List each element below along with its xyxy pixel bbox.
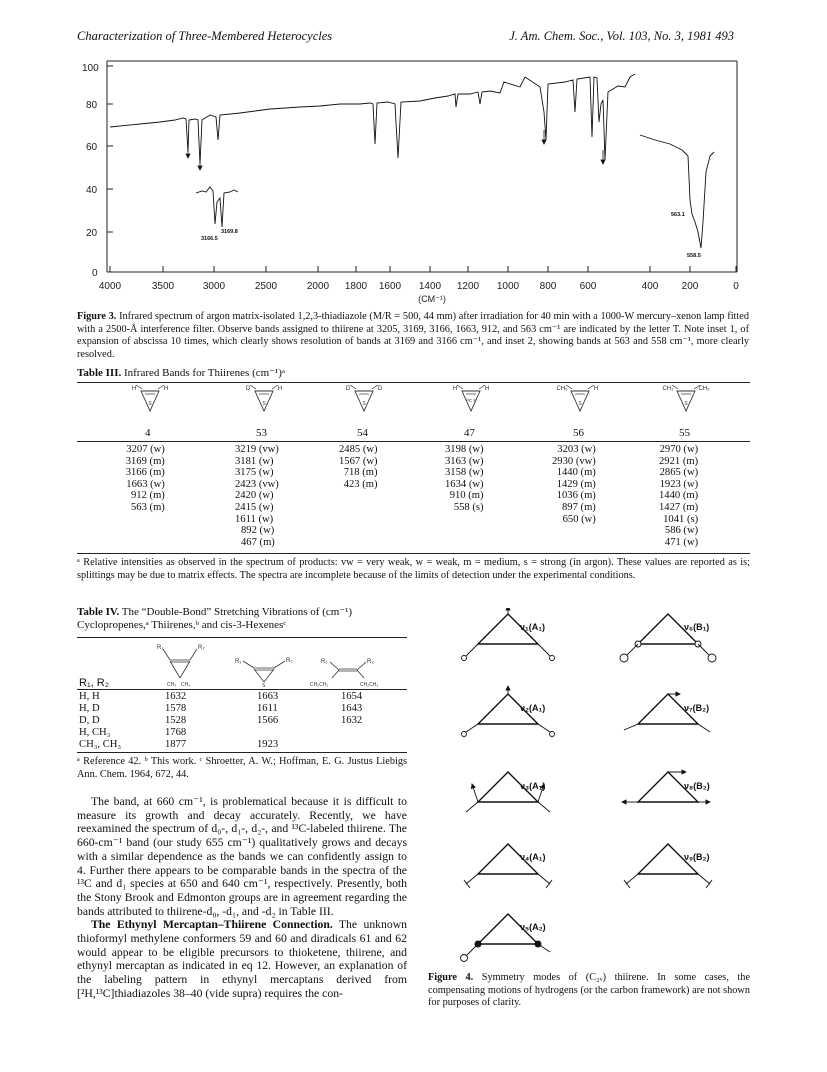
x-tick-label: 4000 xyxy=(98,281,122,292)
table-3-structures xyxy=(77,385,750,425)
y-tick-label: 0 xyxy=(92,268,98,279)
paragraph xyxy=(77,918,407,1000)
svg-text:H: H xyxy=(131,386,137,392)
svg-text:R₁: R₁ xyxy=(235,659,242,665)
x-tick-label: 1000 xyxy=(496,281,520,292)
table-cell: 1440 (m) xyxy=(659,490,699,502)
svg-text:CH₃: CH₃ xyxy=(556,386,568,392)
inset-2-trace xyxy=(640,135,714,248)
table-row: H, H 1632 1663 1654 xyxy=(79,691,363,702)
table-rule xyxy=(77,382,750,383)
table-cell: 3158 (w) xyxy=(445,467,484,479)
table-column xyxy=(339,444,378,490)
table-cell: 1427 (m) xyxy=(659,501,699,513)
table-cell: 2865 (w) xyxy=(659,467,699,479)
table-cell: 2415 (w) xyxy=(235,501,274,513)
table-4-body xyxy=(77,691,407,751)
table-cell: 2423 (vw) xyxy=(235,478,279,490)
svg-text:S: S xyxy=(262,683,266,688)
paragraph-text: The unknown thioformyl methylene conformers 59 and 60 and diradicals 61 and 62 would appear to be eligible precursors to thioketene, thiirene, and ethynyl mercaptan as indicated in eq 12. However, an explanation of the labeling pattern in ethynyl mercaptans derived from [²H,¹³C]thiadiazoles 38–40 (vide supra) requires the con- xyxy=(77,918,407,1000)
compound-number: 53 xyxy=(256,427,267,439)
cyclopropene-structure xyxy=(157,645,205,688)
table-cell: 1036 (m) xyxy=(556,490,596,502)
table-column xyxy=(552,444,596,525)
table-row: CH₃, CH₃ 1877 1923 xyxy=(79,739,279,750)
paragraph: The band, at 660 cm⁻¹, is problematical because it is difficult to measure its growth and decay accurately. Recently, we have reexamined the spectrum of d₀-, d₁-, d₂-, and ¹³C-labeled thiirene. The 660-cm⁻¹ band (our study 655 cm⁻¹) qualitatively grows and decays with a similar dependence as the bands we can confidently assign to 4. Further there appears to be comparable bands in the spectra of the ¹³C and d₁ species at 650 and 640 cm⁻¹, respectively. Presently, both the Stony Brook and Edmonton groups are in agreement regarding the bands attributed to thiirene-d₀, -d₁, and -d₂ in Table III. xyxy=(77,795,407,918)
table-cell: 3166 (m) xyxy=(125,467,165,479)
table-cell: 3219 (vw) xyxy=(235,444,279,455)
table-row: H, D 1578 1611 1643 xyxy=(79,703,363,714)
mode-label: ν₄(A₁) xyxy=(520,852,546,862)
mode-diagram xyxy=(466,772,550,812)
mode-label: ν₇(B₂) xyxy=(684,703,710,713)
figure-4-caption-text: Symmetry modes of (C₂ᵥ) thiirene. In some cases, the compensating motions of hydrogens (or the carbon framework) are not shown for purposes of clarity. xyxy=(428,972,751,1009)
table-cell: 3163 (w) xyxy=(445,455,484,467)
x-tick-label: 3500 xyxy=(151,281,175,292)
svg-text:H: H xyxy=(163,386,169,392)
mode-label: ν₃(A₁) xyxy=(520,781,546,791)
table-cell: 1663 (w) xyxy=(126,478,165,490)
x-tick-label: 1400 xyxy=(418,281,442,292)
svg-text:D: D xyxy=(377,386,383,392)
thiirene-structure xyxy=(453,385,489,411)
x-tick-label: 200 xyxy=(681,281,699,292)
compound-number: 47 xyxy=(464,427,475,439)
svg-text:S: S xyxy=(578,401,582,407)
x-tick-label: 600 xyxy=(579,281,597,292)
compound-number: 55 xyxy=(679,427,690,439)
table-cell: 558 (s) xyxy=(453,501,484,513)
mode-label: ν₆(B₁) xyxy=(684,622,710,632)
table-4-structures xyxy=(77,640,407,688)
body-text xyxy=(77,795,407,1001)
thiirene-structure xyxy=(235,658,293,688)
inset-2-label: 558.5 xyxy=(687,253,701,259)
table-4-label: Table IV. xyxy=(77,606,120,618)
table-cell: 3203 (w) xyxy=(557,444,596,455)
mode-label: ν₁(A₁) xyxy=(520,622,545,632)
table-rule xyxy=(77,752,407,753)
table-cell: 892 (w) xyxy=(241,525,275,537)
svg-text:R₂: R₂ xyxy=(367,659,374,665)
x-tick-label: 3000 xyxy=(202,281,226,292)
y-tick-label: 20 xyxy=(86,228,98,239)
figure-4-caption-label: Figure 4. xyxy=(428,972,474,983)
y-tick-label: 80 xyxy=(86,100,98,111)
table-4-title xyxy=(77,606,407,632)
ir-spectrum-figure xyxy=(70,52,760,307)
mode-diagram xyxy=(624,694,710,732)
x-tick-label: 0 xyxy=(733,281,739,292)
thiirene-structure xyxy=(132,385,168,411)
table-cell: 718 (m) xyxy=(343,467,378,479)
table-cell: 2930 (vw) xyxy=(552,455,596,467)
table-4-title-text: The “Double-Bond” Stretching Vibrations of (cm⁻¹) Cyclopropenes,ᵃ Thiirenes,ᵇ and cis-3-Hexenesᶜ xyxy=(77,606,353,631)
x-tick-label: 2500 xyxy=(254,281,278,292)
table-4-footnote: ᵃ Reference 42. ᵇ This work. ᶜ Shroetter, A. W.; Hoffman, E. G. Justus Liebigs Ann. Chem. 1964, 672, 44. xyxy=(77,756,407,780)
thiirene-structure xyxy=(556,385,598,411)
thiirene-structure xyxy=(662,385,710,411)
table-column xyxy=(125,444,165,514)
svg-text:R₂: R₂ xyxy=(286,658,293,664)
table-3-title xyxy=(77,366,285,379)
compound-number: 56 xyxy=(573,427,584,439)
x-tick-label: 400 xyxy=(641,281,659,292)
mode-label: ν₅(A₂) xyxy=(520,922,546,932)
table-cell: 1041 (s) xyxy=(663,513,699,525)
svg-text:R₁: R₁ xyxy=(321,659,328,665)
table-cell: 1429 (m) xyxy=(556,478,596,490)
table-cell: 3198 (w) xyxy=(445,444,484,455)
table-rule xyxy=(77,689,407,690)
thiirene-structure xyxy=(346,385,383,411)
journal-citation: J. Am. Chem. Soc., Vol. 103, No. 3, 1981 493 xyxy=(509,29,734,43)
table-column xyxy=(445,444,484,514)
svg-text:H: H xyxy=(452,386,458,392)
svg-text:CH₃: CH₃ xyxy=(167,682,177,688)
table-cell: 912 (m) xyxy=(131,490,165,502)
table-3-label: Table III. xyxy=(77,367,122,379)
figure-4-caption xyxy=(428,972,750,1010)
figure-3-caption-text: Infrared spectrum of argon matrix-isolated 1,2,3-thiadiazole (M/R = 500, 44 mm) after irradiation for 40 min with a 1000-W mercury–xenon lamp fitted with a 2500-Å interference filter. Observe bands assigned to thiirene at 3205, 3169, 3166, 1663, 912, and 563 cm⁻¹ are indicated by the letter T. Note inset 1, of expansion of abscissa 10 times, which clearly shows resolution of bands at 3169 and 3166 cm⁻¹, and inset 2, showing bands at 563 and 558 cm⁻¹, more clearly resolved. xyxy=(77,311,749,360)
svg-text:R₂: R₂ xyxy=(198,645,205,651)
hexene-structure xyxy=(310,659,378,688)
table-3-title-text: Infrared Bands for Thiirenes (cm⁻¹)ᵃ xyxy=(123,367,285,379)
spectrum-trace xyxy=(110,74,635,164)
table-3-footnote: ᵃ Relative intensities as observed in the spectrum of products: vw = very weak, w = weak, m = medium, s = strong (in argon). These values are reported as is; splittings may be due to matrix effects. The spectra are incomplete because of the limits of detection under the experimental conditions. xyxy=(77,557,750,581)
inset-1-label: 3169.8 xyxy=(221,229,238,235)
svg-text:S: S xyxy=(362,401,366,407)
table-cell: 423 (m) xyxy=(343,478,378,490)
mode-diagram xyxy=(624,844,712,888)
compound-number: 54 xyxy=(357,427,368,439)
table-cell: 1440 (m) xyxy=(556,467,596,479)
mode-label: ν₂(A₁) xyxy=(520,703,546,713)
table-cell: 650 (w) xyxy=(562,513,596,525)
table-row: D, D 1528 1566 1632 xyxy=(79,715,363,726)
table-cell: 2485 (w) xyxy=(339,444,378,455)
table-cell: 897 (m) xyxy=(562,501,596,513)
table-cell: 2921 (m) xyxy=(659,455,699,467)
svg-text:CH₃: CH₃ xyxy=(698,386,710,392)
svg-text:H: H xyxy=(484,386,490,392)
svg-text:H: H xyxy=(277,386,283,392)
table-column xyxy=(659,444,698,548)
figure-3-caption-label: Figure 3. xyxy=(77,311,117,322)
table-cell: 1634 (w) xyxy=(445,478,484,490)
mode-diagram xyxy=(462,608,555,661)
x-tick-label: 2000 xyxy=(306,281,330,292)
table-rule xyxy=(77,637,407,638)
y-tick-label: 40 xyxy=(86,185,98,196)
table-cell: 3181 (w) xyxy=(235,455,274,467)
thiirene-structure xyxy=(246,385,282,411)
table-rule xyxy=(77,553,750,554)
section-heading: The Ethynyl Mercaptan–Thiirene Connection. xyxy=(91,918,333,932)
mode-label: ν₉(B₂) xyxy=(684,852,710,862)
table-cell: 1567 (w) xyxy=(339,455,378,467)
inset-2-label: 563.1 xyxy=(671,212,685,218)
table-cell: 586 (w) xyxy=(664,525,699,537)
table-3-body xyxy=(77,444,750,554)
compound-number: 4 xyxy=(145,427,151,439)
table-cell: 3169 (m) xyxy=(125,455,165,467)
y-tick-label: 60 xyxy=(86,142,98,153)
svg-text:CH₃: CH₃ xyxy=(181,682,191,688)
x-tick-label: 1200 xyxy=(456,281,480,292)
svg-text:¹³C S: ¹³C S xyxy=(465,398,477,403)
table-cell: 2970 (w) xyxy=(659,444,699,455)
svg-text:S: S xyxy=(684,401,688,407)
x-axis-unit: (CM⁻¹) xyxy=(418,294,446,304)
table-column xyxy=(235,444,279,548)
x-tick-label: 1600 xyxy=(378,281,402,292)
mode-diagram xyxy=(464,844,552,888)
symmetry-modes-figure xyxy=(428,608,758,968)
figure-3-caption xyxy=(77,311,749,361)
inset-1-label: 3166.5 xyxy=(201,236,218,242)
svg-text:CH₃: CH₃ xyxy=(662,386,674,392)
table-cell: 3175 (w) xyxy=(235,467,274,479)
table-cell: 563 (m) xyxy=(131,501,165,513)
x-tick-label: 800 xyxy=(539,281,557,292)
svg-text:CH₃CH₂: CH₃CH₂ xyxy=(310,682,329,688)
x-tick-label: 1800 xyxy=(344,281,368,292)
inset-1-trace xyxy=(196,187,238,227)
table-3-header-row xyxy=(77,427,750,441)
table-cell: 910 (m) xyxy=(449,490,484,502)
table-cell: 1611 (w) xyxy=(235,513,274,525)
table-cell: 467 (m) xyxy=(241,536,275,548)
svg-text:S: S xyxy=(262,401,266,407)
y-tick-label: 100 xyxy=(82,63,99,74)
table-cell: 1923 (w) xyxy=(659,478,699,490)
svg-text:D: D xyxy=(245,386,251,392)
table-cell: 3207 (w) xyxy=(126,444,165,455)
svg-text:R₁: R₁ xyxy=(157,645,164,651)
svg-text:H: H xyxy=(593,386,599,392)
table-rule xyxy=(77,441,750,442)
table-cell: 471 (w) xyxy=(664,536,699,548)
table-cell: 2420 (w) xyxy=(235,490,274,502)
svg-text:D: D xyxy=(345,386,351,392)
table-4-row-header: R₁, R₂ xyxy=(79,677,109,688)
running-title: Characterization of Three-Membered Heterocycles xyxy=(77,29,333,43)
svg-text:S: S xyxy=(148,401,152,407)
table-row: H, CH₃ 1768 xyxy=(79,727,187,738)
svg-text:CH₂CH₃: CH₂CH₃ xyxy=(360,682,379,688)
mode-label: ν₈(B₂) xyxy=(684,781,710,791)
